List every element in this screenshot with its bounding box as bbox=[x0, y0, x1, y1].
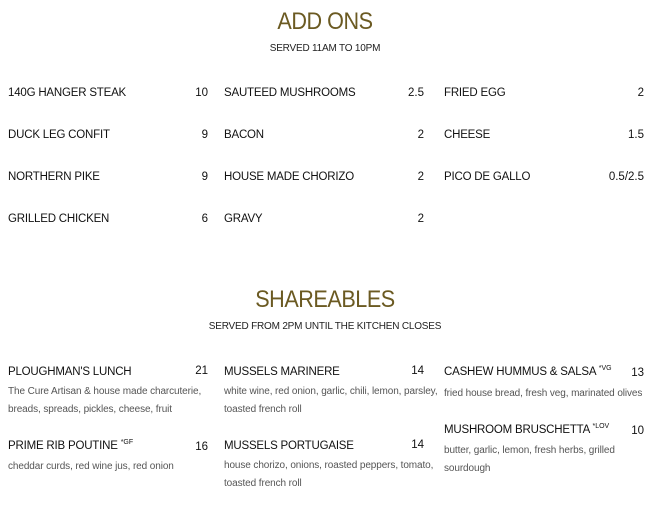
addon-item-price: 2 bbox=[417, 213, 424, 225]
shareable-item-price: 10 bbox=[631, 425, 644, 437]
shareable-item-desc: The Cure Artisan & house made charcuterie, breads, spreads, pickles, cheese, fruit bbox=[8, 386, 202, 415]
shareable-item-price: 21 bbox=[195, 365, 208, 377]
shareable-item-name: MUSHROOM BRUSCHETTA $^{*LOV}$ bbox=[444, 423, 610, 436]
shareable-item-desc: butter, garlic, lemon, fresh herbs, grilled sourdough bbox=[444, 445, 615, 474]
addon-item-price: 9 bbox=[201, 129, 208, 141]
addon-item-name: DUCK LEG CONFIT bbox=[8, 129, 110, 141]
addon-item-price: 2 bbox=[637, 87, 644, 99]
shareables-title: SHAREABLES bbox=[255, 286, 395, 313]
shareable-item-price: 13 bbox=[631, 367, 644, 379]
shareable-item-name: MUSSELS MARINERE bbox=[224, 365, 340, 378]
addon-item-price: 1.5 bbox=[628, 129, 644, 141]
addon-item-name: NORTHERN PIKE bbox=[8, 171, 100, 183]
addon-item-price: 0.5/2.5 bbox=[608, 171, 644, 183]
addon-item-name: BACON bbox=[224, 129, 264, 141]
shareable-item-name: MUSSELS PORTUGAISE bbox=[224, 439, 354, 452]
addon-item-name: GRAVY bbox=[224, 213, 263, 225]
shareable-item-name: CASHEW HUMMUS & SALSA $^{*VG}$ bbox=[444, 365, 612, 378]
addon-item-price: 10 bbox=[195, 87, 208, 99]
shareable-item-price: 14 bbox=[411, 439, 424, 451]
addon-item-price: 2 bbox=[417, 171, 424, 183]
addon-item-name: HOUSE MADE CHORIZO bbox=[224, 171, 354, 183]
shareable-item-name: PRIME RIB POUTINE $^{*GF}$ bbox=[8, 439, 134, 452]
addon-item-price: 2 bbox=[417, 129, 424, 141]
shareable-item-desc: house chorizo, onions, roasted peppers, tomato, toasted french roll bbox=[224, 460, 434, 489]
addon-item-price: 2.5 bbox=[408, 87, 424, 99]
addon-item-name: 140G HANGER STEAK bbox=[8, 87, 127, 99]
shareable-item-desc: fried house bread, fresh veg, marinated olives bbox=[444, 388, 643, 399]
addon-item-name: GRILLED CHICKEN bbox=[8, 213, 110, 225]
addon-item-name: FRIED EGG bbox=[444, 87, 506, 99]
addon-item-name: PICO DE GALLO bbox=[444, 171, 531, 183]
shareable-item-price: 16 bbox=[195, 441, 208, 453]
shareables-subtitle: SERVED FROM 2PM UNTIL THE KITCHEN CLOSES bbox=[208, 321, 442, 332]
addon-item-name: CHEESE bbox=[444, 129, 491, 141]
addon-item-price: 6 bbox=[201, 213, 208, 225]
shareable-item-price: 14 bbox=[411, 365, 424, 377]
addon-item-name: SAUTEED MUSHROOMS bbox=[224, 87, 356, 99]
addons-subtitle: SERVED 11AM TO 10PM bbox=[269, 43, 381, 54]
shareable-item-desc: cheddar curds, red wine jus, red onion bbox=[8, 461, 174, 472]
addons-title: ADD ONS bbox=[277, 8, 373, 35]
shareable-item-desc: white wine, red onion, garlic, chili, lemon, parsley, toasted french roll bbox=[224, 386, 438, 415]
addon-item-price: 9 bbox=[201, 171, 208, 183]
shareable-item-name: PLOUGHMAN'S LUNCH bbox=[8, 365, 132, 378]
